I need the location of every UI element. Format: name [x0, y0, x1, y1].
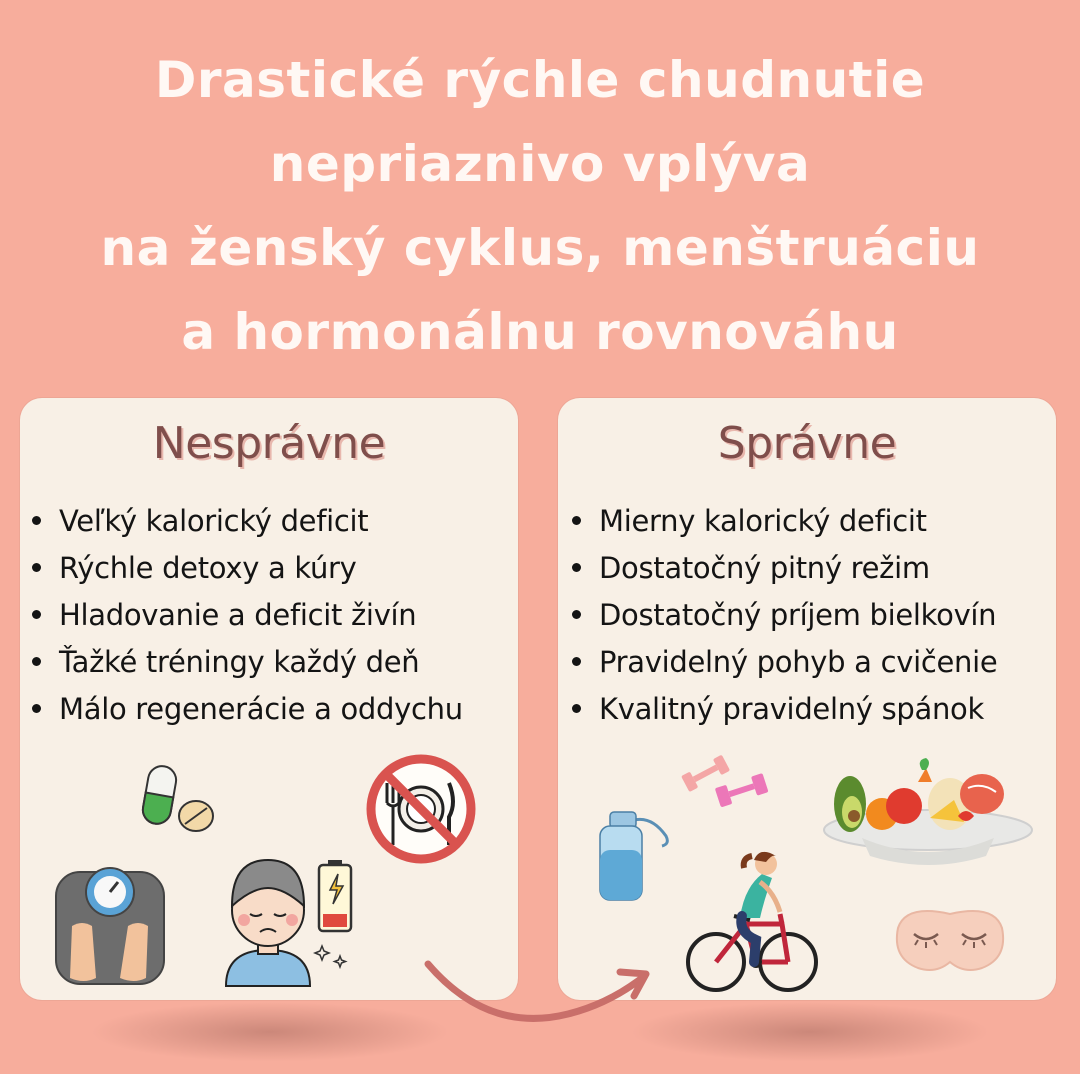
- no-food-plate-icon: [365, 753, 477, 865]
- title-line-4: a hormonálnu rovnováhu: [181, 303, 899, 361]
- healthy-food-plate-icon: [822, 758, 1032, 866]
- cyclist-icon: [686, 846, 818, 996]
- list-item: Pravidelný pohyb a cvičenie: [572, 639, 997, 686]
- list-item: Mierny kalorický deficit: [572, 498, 997, 545]
- list-item: Rýchle detoxy a kúry: [32, 545, 463, 592]
- bullet-icon: [32, 563, 41, 572]
- bullet-icon: [572, 563, 581, 572]
- title-line-3: na ženský cyklus, menštruáciu: [100, 219, 980, 277]
- water-bottle-icon: [594, 810, 674, 902]
- list-item: Dostatočný pitný režim: [572, 545, 997, 592]
- right-card: [558, 398, 1056, 1000]
- list-item: Ťažké tréningy každý deň: [32, 639, 463, 686]
- wrong-card: [20, 398, 518, 1000]
- tired-person-icon: [218, 858, 318, 986]
- sleep-mask-icon: [892, 904, 1008, 976]
- bathroom-scale-icon: [54, 864, 166, 988]
- dumbbells-icon: [676, 750, 772, 810]
- bullet-icon: [572, 704, 581, 713]
- arrow-icon: [420, 950, 660, 1030]
- list-item: Málo regenerácie a oddychu: [32, 686, 463, 733]
- list-item: Hladovanie a deficit živín: [32, 592, 463, 639]
- bullet-icon: [32, 704, 41, 713]
- page-title: [0, 38, 1080, 374]
- low-battery-icon: [316, 860, 358, 972]
- bullet-icon: [32, 610, 41, 619]
- wrong-heading: Nesprávne: [152, 418, 386, 469]
- bullet-icon: [572, 516, 581, 525]
- right-list: [572, 498, 997, 733]
- right-card-shadow: [630, 1002, 990, 1062]
- right-heading: Správne: [717, 418, 897, 469]
- list-item: Dostatočný príjem bielkovín: [572, 592, 997, 639]
- list-item: Veľký kalorický deficit: [32, 498, 463, 545]
- pills-icon: [138, 762, 218, 842]
- bullet-icon: [572, 610, 581, 619]
- bullet-icon: [32, 657, 41, 666]
- left-card-shadow: [90, 1002, 450, 1062]
- title-line-2: nepriaznivo vplýva: [269, 135, 811, 193]
- list-item: Kvalitný pravidelný spánok: [572, 686, 997, 733]
- bullet-icon: [32, 516, 41, 525]
- title-line-1: Drastické rýchle chudnutie: [154, 51, 926, 109]
- wrong-list: [32, 498, 463, 733]
- bullet-icon: [572, 657, 581, 666]
